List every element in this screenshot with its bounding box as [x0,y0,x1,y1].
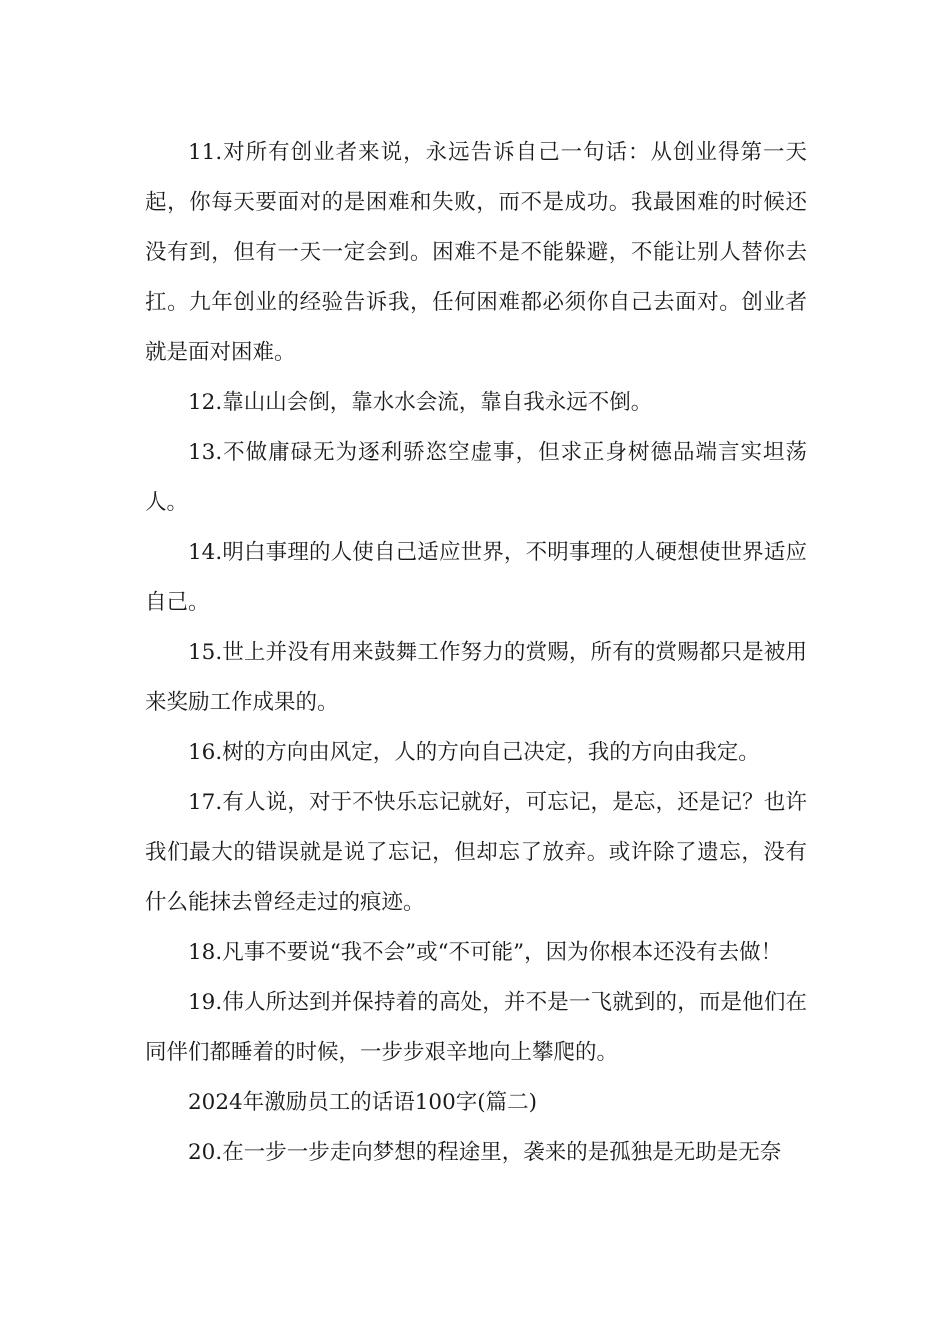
paragraph-15: 15.世上并没有用来鼓舞工作努力的赏赐，所有的赏赐都只是被用来奖励工作成果的。 [145,640,807,715]
paragraph-18: 18.凡事不要说“我不会”或“不可能”，因为你根本还没有去做！ [188,940,783,965]
document-body [145,128,807,1178]
paragraph-13: 13.不做庸碌无为逐利骄恣空虚事，但求正身树德品端言实坦荡人。 [145,440,807,515]
paragraph-20: 20.在一步一步走向梦想的程途里，袭来的是孤独是无助是无奈 [188,1140,782,1165]
section-heading: 2024年激励员工的话语100字(篇二) [188,1090,538,1115]
paragraph-12: 12.靠山山会倒，靠水水会流，靠自我永远不倒。 [188,390,653,415]
paragraph-14: 14.明白事理的人使自己适应世界，不明事理的人硬想使世界适应自己。 [145,540,807,615]
paragraph-16: 16.树的方向由风定，人的方向自己决定，我的方向由我定。 [188,740,760,765]
paragraph-19: 19.伟人所达到并保持着的高处，并不是一飞就到的，而是他们在同伴们都睡着的时候，一步步艰辛地向上攀爬的。 [145,990,807,1065]
paragraph-17: 17.有人说，对于不快乐忘记就好，可忘记，是忘，还是记？也许我们最大的错误就是说了忘记，但却忘了放弃。或许除了遗忘，没有什么能抹去曾经走过的痕迹。 [145,790,807,915]
paragraph-11: 11.对所有创业者来说，永远告诉自己一句话：从创业得第一天起，你每天要面对的是困难和失败，而不是成功。我最困难的时候还没有到，但有一天一定会到。困难不是不能躲避，不能让别人替你去扛。九年创业的经验告诉我，任何困难都必须你自己去面对。创业者就是面对困难。 [145,140,807,365]
